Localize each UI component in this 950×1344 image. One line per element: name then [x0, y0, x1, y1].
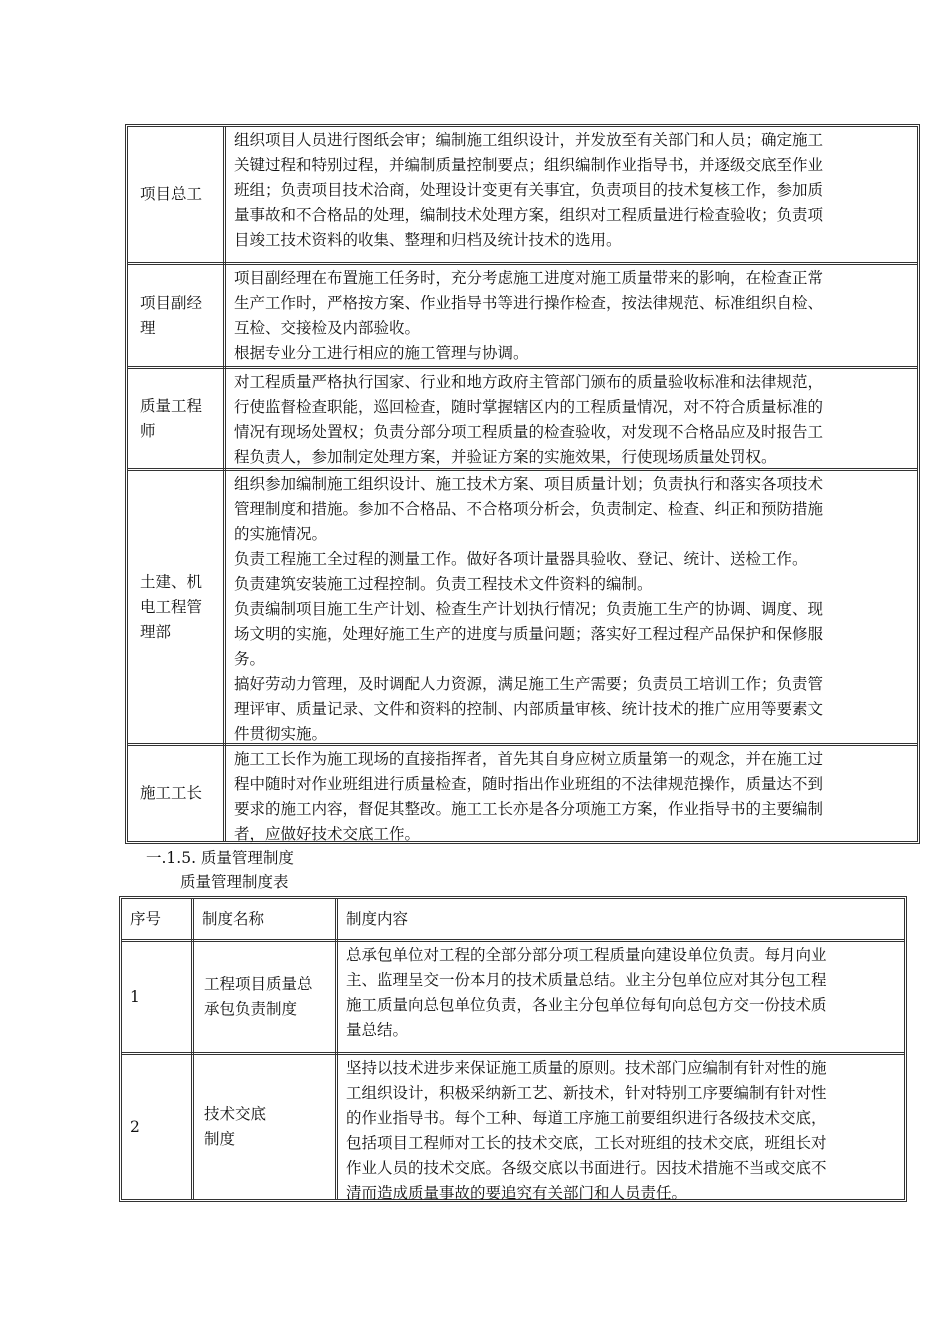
- row-name: 工程项目质量总 承包负责制度: [204, 975, 313, 1018]
- duty-text: 施工工长作为施工现场的直接指挥者，首先其自身应树立质量第一的观念，并在施工过 程中随时对作业班组进行质量检查，随时指出作业班组的不法律规范操作，质量达不到 要求的施工内容，督促其整改。施工工长亦是各分项施工方案，作业指导书的主要编制 者，应做好技术交底工作。: [234, 750, 824, 843]
- quality-system-table: [119, 896, 907, 1202]
- duty-text: 组织参加编制施工组织设计、施工技术方案、项目质量计划；负责执行和落实各项技术 管理制度和措施。参加不合格品、不合格项分析会，负责制定、检查、纠正和预防措施 的实施情况。 负责工程施工全过程的测量工作。做好各项计量器具验收、登记、统计、送检工作。 负责建筑安装施工过程控制。负责工程技术文件资料的编制。 负责编制项目施工生产计划、检查生产计划执行情况；负责施工生产的协调、调度、现 场文明的实施，处理好施工生产的进度与质量问题；落实好工程过程产品保护和保修服 务。 搞好劳动力管理，及时调配人力资源，满足施工生产需要；负责员工培训工作；负责管 理评审、质量记录、文件和资料的控制、内部质量审核、统计技术的推广应用等要素文 件贯彻实施。: [234, 475, 824, 743]
- table-row: [128, 262, 917, 366]
- responsibility-table: [125, 124, 920, 844]
- row-content: 总承包单位对工程的全部分部分项工程质量向建设单位负责。每月向业 主、监理呈交一份本月的技术质量总结。业主分包单位应对其分包工程 施工质量向总包单位负责，各业主分包单位每旬向总包方交一份技术质 量总结。: [346, 946, 827, 1039]
- table-caption: 质量管理制度表: [180, 873, 289, 891]
- duty-text: 组织项目人员进行图纸会审；编制施工组织设计，并发放至有关部门和人员；确定施工 关键过程和特别过程，并编制质量控制要点；组织编制作业指导书，并逐级交底至作业 班组；负责项目技术洽商，处理设计变更有关事宜，负责项目的技术复核工作，参加质 量事故和不合格品的处理，编制技术处理方案，组织对工程质量进行检查验收；负责项 目竣工技术资料的收集、整理和归档及统计技术的选用。: [234, 131, 824, 249]
- row-no: 1: [130, 987, 140, 1006]
- duty-text: 项目副经理在布置施工任务时，充分考虑施工进度对施工质量带来的影响，在检查正常 生产工作时，严格按方案、作业指导书等进行操作检查，按法律规范、标准组织自检、 互检、交接检及内部验收。 根据专业分工进行相应的施工管理与协调。: [234, 269, 824, 362]
- table-header-row: [122, 899, 904, 939]
- header-name: 制度名称: [202, 909, 265, 928]
- role-label: 施工工长: [140, 784, 203, 802]
- role-label: 项目副经 理: [140, 293, 203, 337]
- role-label: 质量工程 师: [140, 396, 203, 440]
- role-label: 项目总工: [140, 185, 203, 203]
- table-row: [128, 366, 917, 468]
- table-row: [128, 127, 917, 262]
- header-content: 制度内容: [346, 909, 409, 928]
- row-name: 技术交底 制度: [204, 1105, 267, 1148]
- table-row: [122, 939, 904, 1052]
- table-row: [128, 743, 917, 841]
- duty-text: 对工程质量严格执行国家、行业和地方政府主管部门颁布的质量验收标准和法律规范， 行使监督检查职能，巡回检查，随时掌握辖区内的工程质量情况，对不符合质量标准的 情况有现场处置权；负责分部分项工程质量的检查验收，对发现不合格品应及时报告工 程负责人，参加制定处理方案，并验证方案的实施效果，行使现场质量处罚权。: [234, 373, 824, 466]
- row-no: 2: [130, 1117, 140, 1136]
- table-row: [122, 1052, 904, 1202]
- section-heading: 一.1.5. 质量管理制度: [146, 849, 294, 867]
- role-label: 土建、机 电工程管 理部: [140, 572, 203, 641]
- row-content: 坚持以技术进步来保证施工质量的原则。技术部门应编制有针对性的施 工组织设计，积极采纳新工艺、新技术，针对特别工序要编制有针对性 的作业指导书。每个工种、每道工序施工前要组织进行各级技术交底， 包括项目工程师对工长的技术交底，工长对班组的技术交底，班组长对 作业人员的技术交底。各级交底以书面进行。因技术措施不当或交底不 清而造成质量事故的要追究有关部门和人员责任。: [346, 1059, 827, 1202]
- header-no: 序号: [130, 909, 162, 928]
- table-row: [128, 468, 917, 743]
